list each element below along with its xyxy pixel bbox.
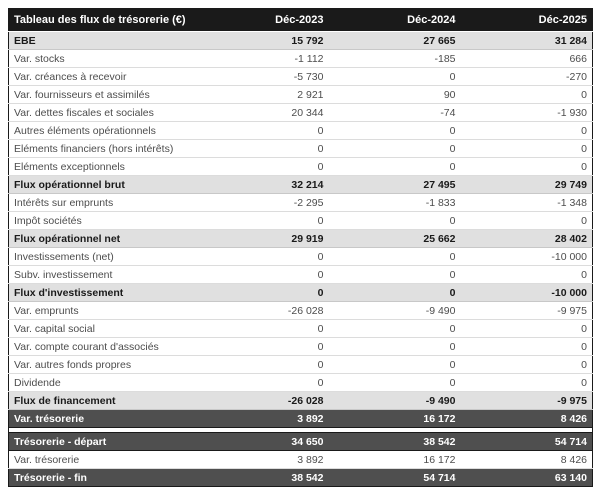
row-value: -26 028 (197, 302, 329, 320)
row-value: 2 921 (197, 86, 329, 104)
row-value: 0 (197, 266, 329, 284)
table-row (9, 302, 593, 320)
table-row (9, 410, 593, 428)
table-row (9, 451, 593, 469)
row-value: -2 295 (197, 194, 329, 212)
table-row (9, 230, 593, 248)
row-value: 0 (461, 338, 593, 356)
row-value: 0 (197, 374, 329, 392)
row-value: 29 919 (197, 230, 329, 248)
row-value: 0 (197, 284, 329, 302)
row-value: 34 650 (197, 433, 329, 451)
table-row (9, 158, 593, 176)
row-value: 0 (197, 140, 329, 158)
row-value: 54 714 (329, 469, 461, 487)
row-label: Var. créances à recevoir (9, 68, 197, 86)
column-header-3: Déc-2025 (461, 9, 593, 32)
row-value: 38 542 (329, 433, 461, 451)
row-label: Var. dettes fiscales et sociales (9, 104, 197, 122)
row-value: -9 975 (461, 392, 593, 410)
row-value: 0 (329, 266, 461, 284)
row-value: 63 140 (461, 469, 593, 487)
row-value: 0 (329, 374, 461, 392)
row-label: Var. capital social (9, 320, 197, 338)
row-value: 0 (461, 122, 593, 140)
row-value: 28 402 (461, 230, 593, 248)
row-label: Var. emprunts (9, 302, 197, 320)
row-label: Subv. investissement (9, 266, 197, 284)
table-row (9, 284, 593, 302)
row-value: 0 (197, 338, 329, 356)
row-value: 3 892 (197, 451, 329, 469)
row-value: 16 172 (329, 410, 461, 428)
table-row (9, 122, 593, 140)
row-label: Impôt sociétés (9, 212, 197, 230)
row-value: 27 665 (329, 32, 461, 50)
table-row (9, 86, 593, 104)
row-value: 3 892 (197, 410, 329, 428)
row-value: 0 (197, 212, 329, 230)
table-row (9, 374, 593, 392)
table-header-row (9, 9, 593, 32)
row-value: 0 (197, 158, 329, 176)
row-value: 0 (461, 86, 593, 104)
row-label: Flux d'investissement (9, 284, 197, 302)
table-row (9, 338, 593, 356)
row-label: Var. trésorerie (9, 410, 197, 428)
row-label: Flux de financement (9, 392, 197, 410)
row-value: 0 (329, 122, 461, 140)
row-value: -1 112 (197, 50, 329, 68)
row-value: 0 (197, 320, 329, 338)
row-label: Eléments exceptionnels (9, 158, 197, 176)
column-header-1: Déc-2023 (197, 9, 329, 32)
table-row (9, 176, 593, 194)
row-value: -26 028 (197, 392, 329, 410)
cashflow-table (8, 8, 593, 487)
table-row (9, 266, 593, 284)
row-value: 0 (329, 356, 461, 374)
row-value: 0 (197, 248, 329, 266)
row-label: Var. compte courant d'associés (9, 338, 197, 356)
row-value: -1 348 (461, 194, 593, 212)
row-value: 20 344 (197, 104, 329, 122)
row-value: 0 (461, 158, 593, 176)
row-value: 15 792 (197, 32, 329, 50)
row-value: -5 730 (197, 68, 329, 86)
row-label: Trésorerie - départ (9, 433, 197, 451)
table-row (9, 68, 593, 86)
row-value: -9 490 (329, 302, 461, 320)
table-row (9, 356, 593, 374)
row-label: Intérêts sur emprunts (9, 194, 197, 212)
row-value: -270 (461, 68, 593, 86)
table-row (9, 320, 593, 338)
row-value: 0 (461, 320, 593, 338)
row-label: Eléments financiers (hors intérêts) (9, 140, 197, 158)
row-value: 0 (461, 356, 593, 374)
table-row (9, 104, 593, 122)
row-label: Flux opérationnel brut (9, 176, 197, 194)
row-value: -1 930 (461, 104, 593, 122)
row-value: 0 (329, 338, 461, 356)
row-value: 0 (329, 68, 461, 86)
row-value: 0 (329, 284, 461, 302)
row-value: 27 495 (329, 176, 461, 194)
row-value: 0 (461, 140, 593, 158)
table-row (9, 140, 593, 158)
row-label: Var. fournisseurs et assimilés (9, 86, 197, 104)
row-value: 0 (329, 248, 461, 266)
row-label: Var. autres fonds propres (9, 356, 197, 374)
row-value: 31 284 (461, 32, 593, 50)
row-value: 29 749 (461, 176, 593, 194)
row-value: 0 (329, 320, 461, 338)
column-header-2: Déc-2024 (329, 9, 461, 32)
table-title: Tableau des flux de trésorerie (€) (9, 9, 197, 32)
row-value: 666 (461, 50, 593, 68)
row-label: Var. stocks (9, 50, 197, 68)
table-row (9, 433, 593, 451)
row-value: -185 (329, 50, 461, 68)
row-label: Dividende (9, 374, 197, 392)
row-value: 38 542 (197, 469, 329, 487)
row-label: EBE (9, 32, 197, 50)
table-row (9, 212, 593, 230)
table-row (9, 392, 593, 410)
row-value: 0 (329, 140, 461, 158)
table-row (9, 50, 593, 68)
row-value: 0 (461, 374, 593, 392)
row-value: 25 662 (329, 230, 461, 248)
row-value: 0 (197, 122, 329, 140)
row-value: 16 172 (329, 451, 461, 469)
row-value: 0 (329, 158, 461, 176)
row-value: 0 (461, 266, 593, 284)
row-value: -1 833 (329, 194, 461, 212)
row-value: 0 (329, 212, 461, 230)
row-value: -74 (329, 104, 461, 122)
row-value: 8 426 (461, 451, 593, 469)
row-value: -10 000 (461, 248, 593, 266)
row-value: 0 (461, 212, 593, 230)
table-row (9, 248, 593, 266)
table-row (9, 32, 593, 50)
row-label: Autres éléments opérationnels (9, 122, 197, 140)
row-value: 90 (329, 86, 461, 104)
row-label: Investissements (net) (9, 248, 197, 266)
row-value: 0 (197, 356, 329, 374)
table-row (9, 469, 593, 487)
row-value: -10 000 (461, 284, 593, 302)
row-label: Var. trésorerie (9, 451, 197, 469)
row-value: -9 490 (329, 392, 461, 410)
row-value: 8 426 (461, 410, 593, 428)
row-label: Flux opérationnel net (9, 230, 197, 248)
row-label: Trésorerie - fin (9, 469, 197, 487)
row-value: 54 714 (461, 433, 593, 451)
row-value: 32 214 (197, 176, 329, 194)
row-value: -9 975 (461, 302, 593, 320)
table-row (9, 194, 593, 212)
